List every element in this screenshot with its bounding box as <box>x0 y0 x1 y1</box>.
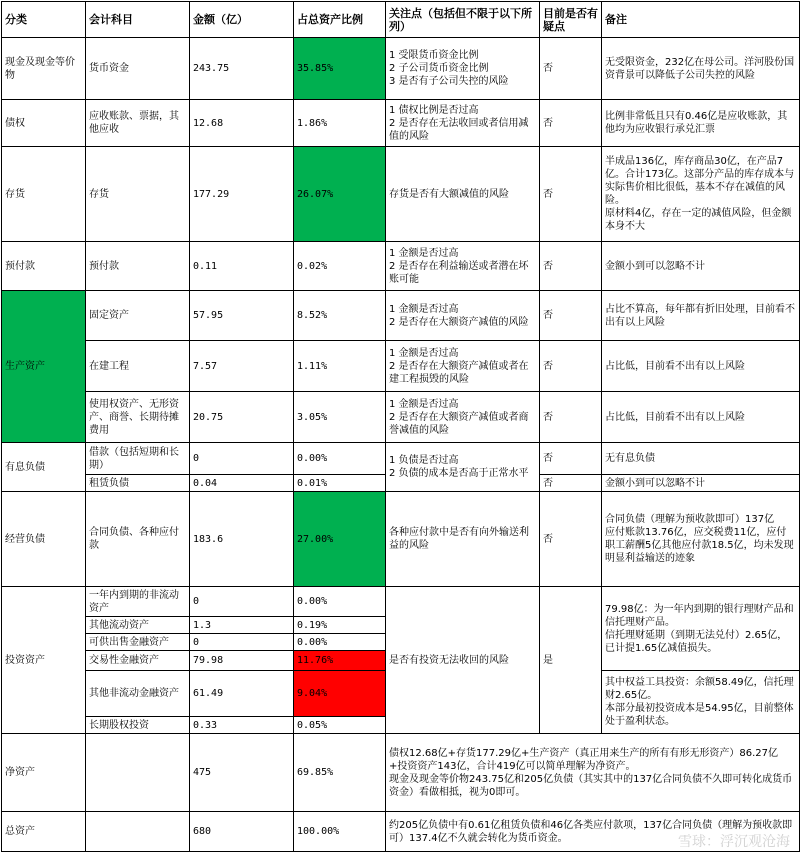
focus-cell: 存货是否有大额减值的风险 <box>386 147 540 242</box>
amount-cell: 0 <box>190 587 294 617</box>
table-row <box>2 443 800 475</box>
focus-cell: 1 金额是否过高 2 是否存在大额资产减值的风险 <box>386 291 540 341</box>
ratio-cell: 1.86% <box>294 100 386 147</box>
account-cell: 存货 <box>86 147 190 242</box>
amount-cell: 12.68 <box>190 100 294 147</box>
ratio-cell: 69.85% <box>294 734 386 812</box>
note-cell: 债权12.68亿+存货177.29亿+生产资产（真正用来生产的所有有形无形资产）86.27亿+投资资产143亿，合计419亿可以简单理解为净资产。 现金及现金等价物243.75亿和205亿负债（其实其中的137亿合同负债不久即可转化成货币资金）看做相抵，视为0即可。 <box>386 734 800 812</box>
category-cell: 总资产 <box>2 812 86 852</box>
amount-cell: 0 <box>190 634 294 651</box>
account-cell: 预付款 <box>86 242 190 291</box>
note-cell: 占比不算高，每年都有折旧处理，目前看不出有以上风险 <box>602 291 800 341</box>
header-amount: 金额（亿） <box>190 2 294 38</box>
focus-cell: 1 金额是否过高 2 是否存在大额资产减值或者商誉减值的风险 <box>386 392 540 443</box>
header-row <box>2 2 800 38</box>
watermark: 雪球：浮沉观沧海 <box>678 831 790 851</box>
header-doubt: 目前是否有疑点 <box>540 2 602 38</box>
note-cell: 比例非常低且只有0.46亿是应收账款，其他均为应收银行承兑汇票 <box>602 100 800 147</box>
focus-cell: 1 金额是否过高 2 是否存在利益输送或者潜在坏账可能 <box>386 242 540 291</box>
account-cell: 应收账款、票据，其他应收 <box>86 100 190 147</box>
note-cell: 79.98亿：为一年内到期的银行理财产品和信托理财产品。 信托理财延期（到期无法兑付）2.65亿，已计提1.65亿减值损失。 <box>602 587 800 671</box>
focus-cell: 是否有投资无法收回的风险 <box>386 587 540 734</box>
category-cell: 预付款 <box>2 242 86 291</box>
table-row <box>2 147 800 242</box>
ratio-cell: 35.85% <box>294 38 386 100</box>
account-cell <box>86 734 190 812</box>
note-cell: 半成品136亿，库存商品30亿，在产品7亿。合计173亿。这部分产品的库存成本与实际售价相比很低，基本不存在减值的风险。 原材料4亿，存在一定的减值风险，但金额本身不大 <box>602 147 800 242</box>
ratio-cell: 0.01% <box>294 475 386 492</box>
amount-cell: 7.57 <box>190 341 294 392</box>
doubt-cell: 否 <box>540 443 602 475</box>
amount-cell: 79.98 <box>190 651 294 671</box>
note-cell: 约205亿负债中有0.61亿租赁负债和46亿各类应付款项，137亿合同负债（理解为预收款即可）137.4亿不久就会转化为货币资金。 <box>386 812 800 852</box>
table-row <box>2 392 800 443</box>
account-cell: 合同负债、各种应付款 <box>86 492 190 587</box>
account-cell: 固定资产 <box>86 291 190 341</box>
ratio-cell: 11.76% <box>294 651 386 671</box>
account-cell: 可供出售金融资产 <box>86 634 190 651</box>
category-cell: 债权 <box>2 100 86 147</box>
amount-cell: 177.29 <box>190 147 294 242</box>
table-row <box>2 38 800 100</box>
category-cell: 生产资产 <box>2 291 86 443</box>
doubt-cell: 否 <box>540 475 602 492</box>
amount-cell: 0.33 <box>190 717 294 734</box>
ratio-cell: 27.00% <box>294 492 386 587</box>
account-cell: 长期股权投资 <box>86 717 190 734</box>
ratio-cell: 3.05% <box>294 392 386 443</box>
doubt-cell: 否 <box>540 100 602 147</box>
ratio-cell: 9.04% <box>294 671 386 717</box>
note-cell: 金额小到可以忽略不计 <box>602 475 800 492</box>
ratio-cell: 0.00% <box>294 587 386 617</box>
account-cell: 一年内到期的非流动资产 <box>86 587 190 617</box>
doubt-cell: 否 <box>540 242 602 291</box>
note-cell: 合同负债（理解为预收款即可）137亿 应付账款13.76亿，应交税费11亿，应付职工薪酬5亿其他应付款18.5亿，均未发现明显利益输送的迹象 <box>602 492 800 587</box>
account-cell: 交易性金融资产 <box>86 651 190 671</box>
account-cell: 其他非流动金融资产 <box>86 671 190 717</box>
header-note: 备注 <box>602 2 800 38</box>
table-row <box>2 734 800 812</box>
account-cell: 借款（包括短期和长期） <box>86 443 190 475</box>
table-row <box>2 291 800 341</box>
doubt-cell: 否 <box>540 147 602 242</box>
table-row <box>2 492 800 587</box>
note-cell: 金额小到可以忽略不计 <box>602 242 800 291</box>
doubt-cell: 否 <box>540 492 602 587</box>
amount-cell: 475 <box>190 734 294 812</box>
focus-cell: 1 金额是否过高 2 是否存在大额资产减值或者在建工程损毁的风险 <box>386 341 540 392</box>
amount-cell: 57.95 <box>190 291 294 341</box>
category-cell: 经营负债 <box>2 492 86 587</box>
table-row <box>2 587 800 617</box>
ratio-cell: 0.00% <box>294 634 386 651</box>
ratio-cell: 1.11% <box>294 341 386 392</box>
header-focus: 关注点（包括但不限于以下所列） <box>386 2 540 38</box>
table-row <box>2 242 800 291</box>
category-cell: 有息负债 <box>2 443 86 492</box>
amount-cell: 0.04 <box>190 475 294 492</box>
note-cell: 其中权益工具投资：余额58.49亿，信托理财2.65亿。 本部分最初投资成本是54.95亿，目前整体处于盈利状态。 <box>602 671 800 734</box>
focus-cell: 各种应付款中是否有向外输送利益的风险 <box>386 492 540 587</box>
ratio-cell: 100.00% <box>294 812 386 852</box>
doubt-cell: 否 <box>540 392 602 443</box>
ratio-cell: 26.07% <box>294 147 386 242</box>
category-cell: 存货 <box>2 147 86 242</box>
doubt-cell: 否 <box>540 291 602 341</box>
amount-cell: 0 <box>190 443 294 475</box>
focus-cell: 1 负债是否过高 2 负债的成本是否高于正常水平 <box>386 443 540 492</box>
note-cell: 占比低，目前看不出有以上风险 <box>602 392 800 443</box>
account-cell: 使用权资产、无形资产、商誉、长期待摊费用 <box>86 392 190 443</box>
doubt-cell: 是 <box>540 587 602 734</box>
category-cell: 净资产 <box>2 734 86 812</box>
amount-cell: 0.11 <box>190 242 294 291</box>
ratio-cell: 8.52% <box>294 291 386 341</box>
amount-cell: 20.75 <box>190 392 294 443</box>
account-cell <box>86 812 190 852</box>
analysis-table <box>1 1 800 852</box>
ratio-cell: 0.00% <box>294 443 386 475</box>
focus-cell: 1 债权比例是否过高 2 是否存在无法收回或者信用减值的风险 <box>386 100 540 147</box>
account-cell: 货币资金 <box>86 38 190 100</box>
note-cell: 占比低，目前看不出有以上风险 <box>602 341 800 392</box>
header-ratio: 占总资产比例 <box>294 2 386 38</box>
amount-cell: 1.3 <box>190 617 294 634</box>
note-cell: 无有息负债 <box>602 443 800 475</box>
amount-cell: 243.75 <box>190 38 294 100</box>
ratio-cell: 0.02% <box>294 242 386 291</box>
account-cell: 租赁负债 <box>86 475 190 492</box>
header-account: 会计科目 <box>86 2 190 38</box>
ratio-cell: 0.19% <box>294 617 386 634</box>
table-row <box>2 100 800 147</box>
note-cell: 无受限资金，232亿在母公司。洋河股份国资背景可以降低子公司失控的风险 <box>602 38 800 100</box>
category-cell: 现金及现金等价物 <box>2 38 86 100</box>
account-cell: 在建工程 <box>86 341 190 392</box>
doubt-cell: 否 <box>540 38 602 100</box>
category-cell: 投资资产 <box>2 587 86 734</box>
header-category: 分类 <box>2 2 86 38</box>
amount-cell: 61.49 <box>190 671 294 717</box>
focus-cell: 1 受限货币资金比例 2 子公司货币资金比例 3 是否有子公司失控的风险 <box>386 38 540 100</box>
amount-cell: 680 <box>190 812 294 852</box>
doubt-cell: 否 <box>540 341 602 392</box>
amount-cell: 183.6 <box>190 492 294 587</box>
ratio-cell: 0.05% <box>294 717 386 734</box>
account-cell: 其他流动资产 <box>86 617 190 634</box>
table-row <box>2 341 800 392</box>
